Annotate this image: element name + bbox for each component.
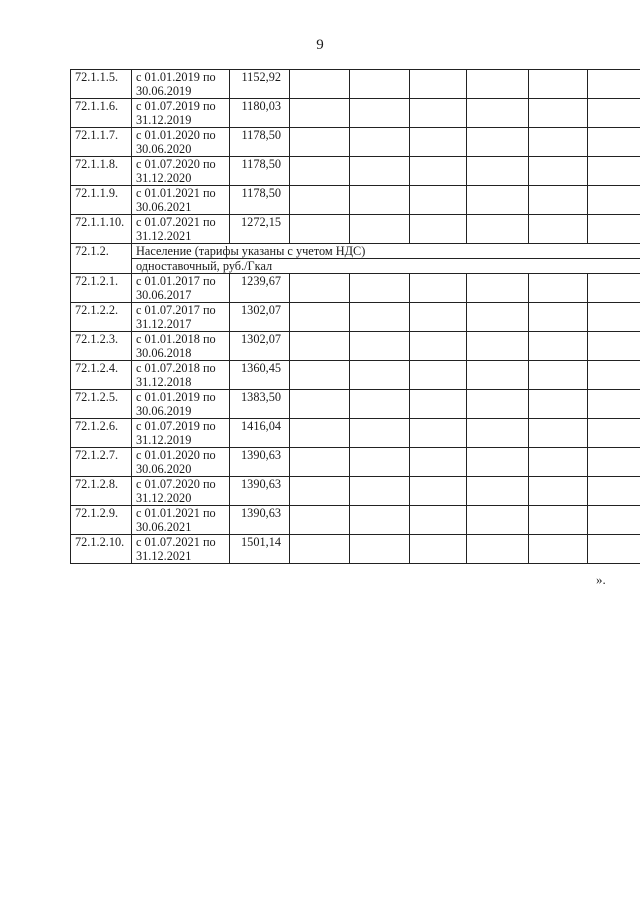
empty-cell bbox=[410, 303, 467, 332]
row-code: 72.1.2.7. bbox=[71, 448, 132, 477]
period-start: с 01.01.2020 по bbox=[136, 448, 216, 462]
empty-cell bbox=[467, 419, 529, 448]
empty-cell bbox=[290, 274, 350, 303]
empty-cell bbox=[467, 186, 529, 215]
period-start: с 01.07.2017 по bbox=[136, 303, 216, 317]
empty-cell bbox=[467, 390, 529, 419]
period-end: 31.12.2018 bbox=[136, 375, 192, 389]
page-number: 9 bbox=[316, 37, 324, 53]
period-end: 30.06.2021 bbox=[136, 200, 192, 214]
row-value: 1152,92 bbox=[230, 70, 290, 99]
period-start: с 01.01.2021 по bbox=[136, 186, 216, 200]
row-code: 72.1.2.2. bbox=[71, 303, 132, 332]
empty-cell bbox=[410, 70, 467, 99]
empty-cell bbox=[410, 419, 467, 448]
empty-cell bbox=[410, 448, 467, 477]
empty-cell bbox=[588, 70, 640, 99]
row-value: 1239,67 bbox=[230, 274, 290, 303]
empty-cell bbox=[290, 332, 350, 361]
empty-cell bbox=[350, 274, 410, 303]
row-code: 72.1.1.9. bbox=[71, 186, 132, 215]
empty-cell bbox=[529, 274, 588, 303]
empty-cell bbox=[467, 332, 529, 361]
section-title: Население (тарифы указаны с учетом НДС) bbox=[132, 244, 640, 259]
period-end: 31.12.2019 bbox=[136, 433, 192, 447]
empty-cell bbox=[290, 390, 350, 419]
row-period bbox=[132, 303, 230, 332]
closing-quote: ». bbox=[596, 572, 606, 587]
table-row bbox=[71, 157, 640, 186]
empty-cell bbox=[290, 419, 350, 448]
empty-cell bbox=[467, 477, 529, 506]
table-row bbox=[71, 303, 640, 332]
row-value: 1302,07 bbox=[230, 332, 290, 361]
empty-cell bbox=[529, 477, 588, 506]
empty-cell bbox=[467, 535, 529, 564]
empty-cell bbox=[350, 332, 410, 361]
row-period bbox=[132, 332, 230, 361]
row-code: 72.1.1.10. bbox=[71, 215, 132, 244]
row-period bbox=[132, 70, 230, 99]
empty-cell bbox=[350, 70, 410, 99]
empty-cell bbox=[410, 157, 467, 186]
section-code: 72.1.2. bbox=[71, 244, 132, 274]
period-start: с 01.07.2020 по bbox=[136, 477, 216, 491]
table-row bbox=[71, 390, 640, 419]
row-value: 1178,50 bbox=[230, 157, 290, 186]
empty-cell bbox=[290, 303, 350, 332]
empty-cell bbox=[467, 99, 529, 128]
row-code: 72.1.1.6. bbox=[71, 99, 132, 128]
row-period bbox=[132, 535, 230, 564]
table-row bbox=[71, 274, 640, 303]
empty-cell bbox=[410, 332, 467, 361]
table-row bbox=[71, 70, 640, 99]
empty-cell bbox=[588, 390, 640, 419]
period-end: 30.06.2017 bbox=[136, 288, 192, 302]
section-subtitle-row bbox=[71, 259, 640, 274]
empty-cell bbox=[290, 448, 350, 477]
empty-cell bbox=[350, 99, 410, 128]
empty-cell bbox=[467, 157, 529, 186]
row-code: 72.1.1.8. bbox=[71, 157, 132, 186]
empty-cell bbox=[529, 448, 588, 477]
row-period bbox=[132, 99, 230, 128]
empty-cell bbox=[350, 535, 410, 564]
row-value: 1390,63 bbox=[230, 477, 290, 506]
section-subtitle: одноставочный, руб./Гкал bbox=[132, 259, 640, 274]
period-start: с 01.07.2019 по bbox=[136, 419, 216, 433]
empty-cell bbox=[410, 477, 467, 506]
table-row bbox=[71, 128, 640, 157]
table-row bbox=[71, 215, 640, 244]
empty-cell bbox=[350, 186, 410, 215]
empty-cell bbox=[467, 215, 529, 244]
empty-cell bbox=[529, 535, 588, 564]
empty-cell bbox=[410, 361, 467, 390]
empty-cell bbox=[588, 274, 640, 303]
row-value: 1501,14 bbox=[230, 535, 290, 564]
row-code: 72.1.2.3. bbox=[71, 332, 132, 361]
empty-cell bbox=[529, 303, 588, 332]
empty-cell bbox=[529, 99, 588, 128]
row-period bbox=[132, 361, 230, 390]
empty-cell bbox=[467, 274, 529, 303]
empty-cell bbox=[588, 186, 640, 215]
table-body-before bbox=[71, 70, 640, 244]
empty-cell bbox=[588, 477, 640, 506]
table-row bbox=[71, 361, 640, 390]
period-end: 30.06.2018 bbox=[136, 346, 192, 360]
empty-cell bbox=[588, 215, 640, 244]
row-code: 72.1.2.9. bbox=[71, 506, 132, 535]
empty-cell bbox=[290, 99, 350, 128]
period-start: с 01.01.2019 по bbox=[136, 390, 216, 404]
period-end: 31.12.2017 bbox=[136, 317, 192, 331]
empty-cell bbox=[529, 186, 588, 215]
section-header-row bbox=[71, 244, 640, 259]
table-body-after bbox=[71, 274, 640, 564]
period-start: с 01.01.2017 по bbox=[136, 274, 216, 288]
row-value: 1390,63 bbox=[230, 506, 290, 535]
empty-cell bbox=[350, 448, 410, 477]
row-value: 1360,45 bbox=[230, 361, 290, 390]
row-code: 72.1.1.7. bbox=[71, 128, 132, 157]
table-row bbox=[71, 506, 640, 535]
empty-cell bbox=[350, 215, 410, 244]
period-start: с 01.01.2021 по bbox=[136, 506, 216, 520]
row-value: 1272,15 bbox=[230, 215, 290, 244]
empty-cell bbox=[350, 361, 410, 390]
empty-cell bbox=[529, 70, 588, 99]
row-period bbox=[132, 419, 230, 448]
empty-cell bbox=[529, 215, 588, 244]
empty-cell bbox=[588, 128, 640, 157]
empty-cell bbox=[529, 419, 588, 448]
period-start: с 01.01.2019 по bbox=[136, 70, 216, 84]
empty-cell bbox=[588, 157, 640, 186]
period-start: с 01.01.2018 по bbox=[136, 332, 216, 346]
row-period bbox=[132, 215, 230, 244]
table-row bbox=[71, 186, 640, 215]
row-period bbox=[132, 128, 230, 157]
empty-cell bbox=[588, 303, 640, 332]
empty-cell bbox=[350, 506, 410, 535]
empty-cell bbox=[410, 390, 467, 419]
table-row bbox=[71, 332, 640, 361]
empty-cell bbox=[529, 128, 588, 157]
empty-cell bbox=[290, 535, 350, 564]
row-code: 72.1.1.5. bbox=[71, 70, 132, 99]
empty-cell bbox=[290, 157, 350, 186]
empty-cell bbox=[529, 332, 588, 361]
row-period bbox=[132, 477, 230, 506]
period-end: 31.12.2021 bbox=[136, 549, 192, 563]
empty-cell bbox=[410, 506, 467, 535]
empty-cell bbox=[588, 419, 640, 448]
period-start: с 01.07.2021 по bbox=[136, 215, 216, 229]
empty-cell bbox=[467, 448, 529, 477]
row-code: 72.1.2.5. bbox=[71, 390, 132, 419]
empty-cell bbox=[588, 506, 640, 535]
row-period bbox=[132, 186, 230, 215]
empty-cell bbox=[290, 128, 350, 157]
empty-cell bbox=[350, 390, 410, 419]
period-start: с 01.07.2021 по bbox=[136, 535, 216, 549]
table-row bbox=[71, 99, 640, 128]
empty-cell bbox=[588, 99, 640, 128]
empty-cell bbox=[350, 419, 410, 448]
period-start: с 01.01.2020 по bbox=[136, 128, 216, 142]
row-period bbox=[132, 157, 230, 186]
row-code: 72.1.2.10. bbox=[71, 535, 132, 564]
period-end: 31.12.2019 bbox=[136, 113, 192, 127]
period-start: с 01.07.2020 по bbox=[136, 157, 216, 171]
row-value: 1178,50 bbox=[230, 186, 290, 215]
period-end: 30.06.2021 bbox=[136, 520, 192, 534]
row-period bbox=[132, 506, 230, 535]
period-end: 30.06.2019 bbox=[136, 84, 192, 98]
table-row bbox=[71, 419, 640, 448]
empty-cell bbox=[467, 70, 529, 99]
empty-cell bbox=[529, 390, 588, 419]
period-start: с 01.07.2019 по bbox=[136, 99, 216, 113]
empty-cell bbox=[588, 448, 640, 477]
row-code: 72.1.2.4. bbox=[71, 361, 132, 390]
empty-cell bbox=[350, 128, 410, 157]
empty-cell bbox=[529, 157, 588, 186]
table-row bbox=[71, 448, 640, 477]
empty-cell bbox=[290, 506, 350, 535]
row-code: 72.1.2.1. bbox=[71, 274, 132, 303]
empty-cell bbox=[467, 303, 529, 332]
period-end: 31.12.2020 bbox=[136, 491, 192, 505]
empty-cell bbox=[410, 128, 467, 157]
row-value: 1383,50 bbox=[230, 390, 290, 419]
table-row bbox=[71, 535, 640, 564]
row-code: 72.1.2.6. bbox=[71, 419, 132, 448]
row-value: 1416,04 bbox=[230, 419, 290, 448]
period-start: с 01.07.2018 по bbox=[136, 361, 216, 375]
row-value: 1180,03 bbox=[230, 99, 290, 128]
section-block bbox=[71, 244, 640, 274]
empty-cell bbox=[290, 361, 350, 390]
row-value: 1178,50 bbox=[230, 128, 290, 157]
empty-cell bbox=[529, 361, 588, 390]
empty-cell bbox=[290, 477, 350, 506]
row-value: 1390,63 bbox=[230, 448, 290, 477]
empty-cell bbox=[350, 303, 410, 332]
empty-cell bbox=[290, 70, 350, 99]
empty-cell bbox=[290, 215, 350, 244]
empty-cell bbox=[529, 506, 588, 535]
empty-cell bbox=[410, 274, 467, 303]
empty-cell bbox=[588, 361, 640, 390]
empty-cell bbox=[350, 157, 410, 186]
empty-cell bbox=[467, 128, 529, 157]
row-value: 1302,07 bbox=[230, 303, 290, 332]
period-end: 30.06.2020 bbox=[136, 142, 192, 156]
empty-cell bbox=[410, 186, 467, 215]
row-period bbox=[132, 274, 230, 303]
empty-cell bbox=[290, 186, 350, 215]
period-end: 31.12.2020 bbox=[136, 171, 192, 185]
period-end: 31.12.2021 bbox=[136, 229, 192, 243]
empty-cell bbox=[410, 535, 467, 564]
table-row bbox=[71, 477, 640, 506]
empty-cell bbox=[588, 535, 640, 564]
row-period bbox=[132, 390, 230, 419]
empty-cell bbox=[467, 361, 529, 390]
empty-cell bbox=[410, 215, 467, 244]
empty-cell bbox=[588, 332, 640, 361]
empty-cell bbox=[410, 99, 467, 128]
period-end: 30.06.2019 bbox=[136, 404, 192, 418]
period-end: 30.06.2020 bbox=[136, 462, 192, 476]
empty-cell bbox=[467, 506, 529, 535]
row-code: 72.1.2.8. bbox=[71, 477, 132, 506]
row-period bbox=[132, 448, 230, 477]
empty-cell bbox=[350, 477, 410, 506]
tariff-table bbox=[70, 69, 640, 564]
